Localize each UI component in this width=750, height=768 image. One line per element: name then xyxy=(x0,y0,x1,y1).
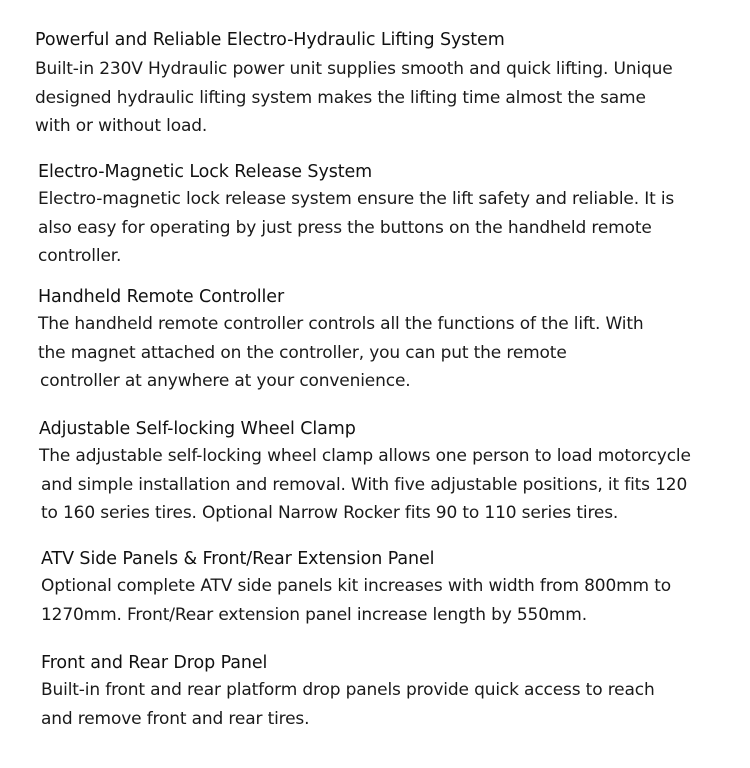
feature-title: ATV Side Panels & Front/Rear Extension Panel xyxy=(41,549,435,569)
feature-drop-panel xyxy=(41,650,655,733)
feature-hydraulic-lifting xyxy=(35,27,673,141)
feature-text-line: Electro-magnetic lock release system ensure the lift safety and reliable. It is xyxy=(38,189,675,209)
feature-text-line: and simple installation and removal. With five adjustable positions, it fits 120 xyxy=(41,474,688,495)
feature-text-line: also easy for operating by just press the buttons on the handheld remote xyxy=(38,217,652,238)
feature-title: Handheld Remote Controller xyxy=(38,287,285,307)
feature-text-line: Built-in 230V Hydraulic power unit supplies smooth and quick lifting. Unique xyxy=(35,59,673,79)
feature-text-line: the magnet attached on the controller, you can put the remote xyxy=(38,342,567,363)
feature-remote-controller xyxy=(38,284,644,396)
feature-atv-panels xyxy=(41,546,671,629)
feature-text-line: with or without load. xyxy=(35,116,208,136)
feature-text-line: designed hydraulic lifting system makes the lifting time almost the same xyxy=(35,87,646,108)
feature-title: Powerful and Reliable Electro-Hydraulic Lifting System xyxy=(35,30,505,50)
feature-text-line: Built-in front and rear platform drop panels provide quick access to reach xyxy=(41,680,655,700)
feature-magnetic-lock xyxy=(38,159,674,271)
feature-text-line: 1270mm. Front/Rear extension panel increase length by 550mm. xyxy=(41,604,587,625)
feature-title: Electro-Magnetic Lock Release System xyxy=(38,162,373,182)
feature-text-line: controller at anywhere at your convenience. xyxy=(40,371,411,391)
feature-wheel-clamp xyxy=(39,416,691,528)
feature-text-line: to 160 series tires. Optional Narrow Rocker fits 90 to 110 series tires. xyxy=(41,503,619,523)
feature-title: Adjustable Self-locking Wheel Clamp xyxy=(39,419,356,439)
feature-text-line: and remove front and rear tires. xyxy=(41,708,310,729)
feature-text-line: Optional complete ATV side panels kit increases with width from 800mm to xyxy=(41,576,671,596)
feature-text-line: The handheld remote controller controls all the functions of the lift. With xyxy=(38,314,644,334)
feature-text-line: The adjustable self-locking wheel clamp allows one person to load motorcycle xyxy=(39,446,691,466)
feature-text-line: controller. xyxy=(38,246,122,266)
feature-title: Front and Rear Drop Panel xyxy=(41,653,268,673)
